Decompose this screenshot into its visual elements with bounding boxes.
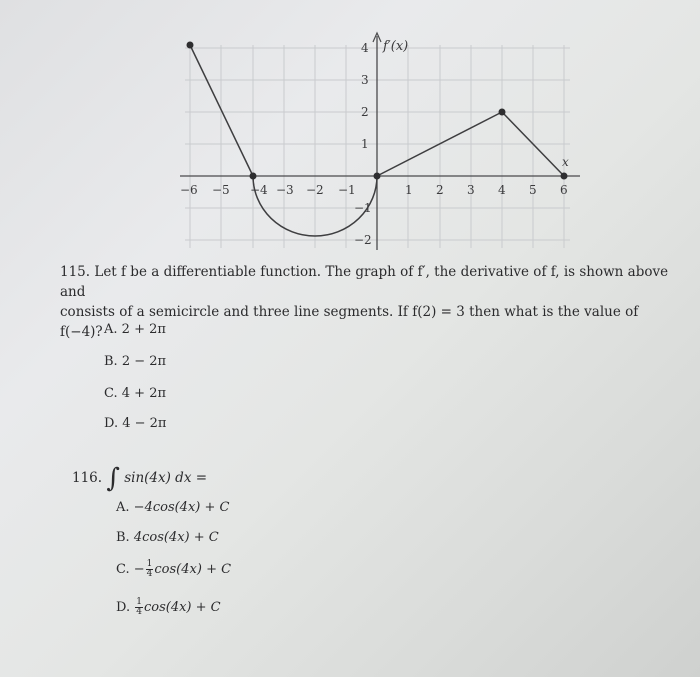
x-tick-label: −1 (338, 183, 356, 197)
x-tick-label: −4 (250, 183, 268, 197)
y-tick-label: −2 (354, 233, 372, 247)
q115-choice-d (104, 416, 166, 431)
choice-letter: C. (116, 562, 130, 577)
choice-letter: A. (104, 322, 118, 337)
x-tick-label: 4 (498, 183, 506, 197)
question-115-line1: 115. Let f be a differentiable function. The graph of f′, the derivative of f, is shown above and (60, 264, 669, 300)
x-tick-label: 6 (560, 183, 568, 197)
choice-letter: A. (116, 500, 130, 515)
point-origin (374, 173, 381, 180)
choice-text: cos(4x) + C (143, 600, 221, 615)
fraction-denominator: 4 (136, 607, 142, 617)
x-tick-label: 1 (405, 183, 413, 197)
x-axis-label: x (562, 155, 569, 169)
choice-text: 2 − 2π (121, 354, 167, 369)
question-number: 116. (72, 470, 103, 486)
x-tick-label: −5 (212, 183, 230, 197)
x-tick-label: 2 (436, 183, 444, 197)
choice-letter: B. (104, 354, 118, 369)
choice-text: 4 + 2π (121, 386, 167, 401)
q115-choice-b (104, 354, 166, 369)
fraction-numerator: 1 (136, 597, 142, 607)
derivative-graph (0, 0, 700, 260)
x-tick-label: 3 (467, 183, 475, 197)
function-label: f′(x) (383, 39, 409, 54)
question-116-stem (72, 463, 208, 494)
integral-sign: ∫ (106, 463, 120, 494)
choice-letter: D. (116, 600, 131, 615)
choice-letter: B. (116, 530, 130, 545)
point-4-2 (499, 109, 506, 116)
endpoint-left (187, 42, 194, 49)
q116-choice-a (116, 500, 229, 515)
point-minus4 (250, 173, 257, 180)
x-tick-label: −6 (180, 183, 198, 197)
question-115-line2: consists of a semicircle and three line segments. If f(2) = 3 then what is the value of f(−4)? (60, 304, 639, 340)
endpoint-right (561, 173, 568, 180)
choice-text: 4 − 2π (122, 416, 167, 431)
x-tick-label: −3 (276, 183, 294, 197)
x-tick-label: 5 (529, 183, 537, 197)
q116-choice-c (116, 560, 231, 579)
fraction (135, 598, 143, 617)
q115-choice-a (104, 322, 166, 337)
choice-prefix: − (133, 562, 145, 577)
choice-text: 4cos(4x) + C (133, 530, 219, 545)
choice-text: 2 + 2π (121, 322, 166, 337)
q116-choice-d (116, 598, 221, 617)
q116-choice-b (116, 530, 219, 545)
y-tick-label: 1 (361, 137, 369, 151)
choice-text: cos(4x) + C (154, 562, 232, 577)
fraction-denominator: 4 (146, 569, 153, 579)
y-tick-label: −1 (354, 201, 372, 215)
fraction-numerator: 1 (146, 559, 153, 569)
fraction (146, 560, 154, 579)
y-tick-label: 2 (361, 105, 369, 119)
choice-letter: D. (104, 416, 119, 431)
y-tick-label: 4 (361, 41, 369, 55)
integrand: sin(4x) dx = (124, 470, 208, 486)
choice-text: −4cos(4x) + C (133, 500, 230, 515)
x-tick-label: −2 (306, 183, 324, 197)
y-tick-label: 3 (361, 73, 369, 87)
choice-letter: C. (104, 386, 118, 401)
q115-choice-c (104, 386, 166, 401)
